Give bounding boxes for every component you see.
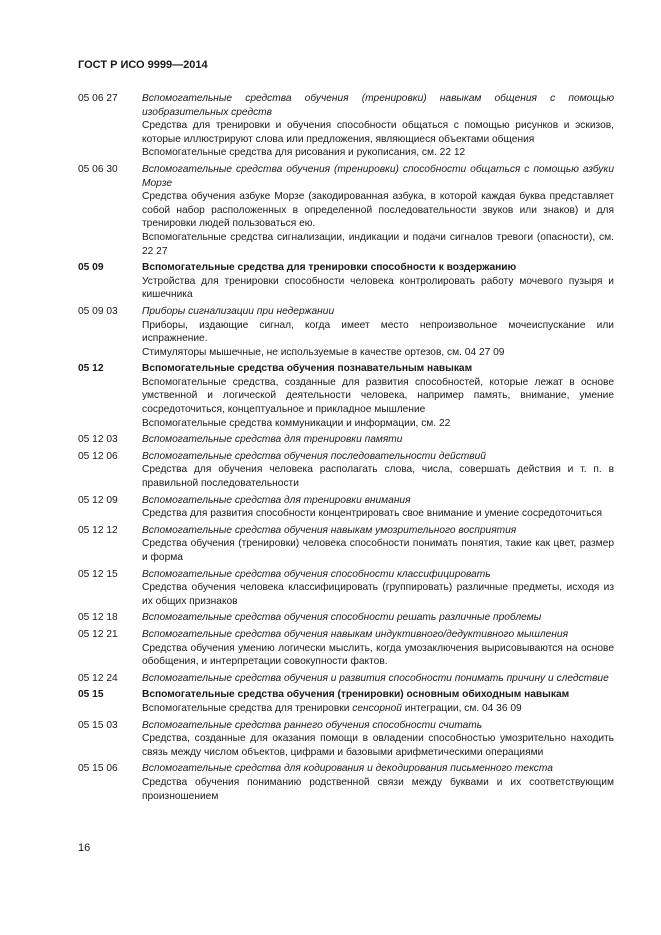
entry-code: 05 12 09 (78, 494, 118, 506)
entry-code: 05 12 15 (78, 568, 118, 580)
entry-title: Вспомогательные средства обучения способности классифицировать (142, 568, 491, 580)
entry-text: Средства обучения умению логически мыслить, когда умозаключения вырисовываются на основе обобщения, и интерпретации совокупности фактов. (142, 642, 614, 668)
entry-code: 05 06 30 (78, 163, 118, 175)
entry-text: Приборы, издающие сигнал, когда имеет место непроизвольное мочеиспускание или испражнение. (142, 319, 614, 345)
entry-05-15 (78, 688, 614, 715)
entry-text: Средства, созданные для оказания помощи в овладении способностью умозрительно находить связь между числом объектов, цифрами и базовыми арифметическими операциями (142, 733, 614, 758)
entry-reference: Вспомогательные средства для рисования и рукописания, см. 22 12 (142, 147, 466, 159)
entry-05-12-06 (78, 450, 614, 491)
entry-title: Вспомогательные средства обучения познавательным навыкам (142, 363, 473, 375)
entry-title: Вспомогательные средства обучения (тренировки) навыкам общения с помощью изобразительных средств (142, 93, 614, 118)
entry-05-15-03 (78, 719, 614, 760)
entry-05-12-18 (78, 611, 614, 625)
entry-title: Вспомогательные средства раннего обучения способности считать (142, 719, 483, 731)
entry-text: Средства для тренировки и обучения способности общаться с помощью рисунков и эскизов, которые иллюстрируют слова или предложения, являющиеся объектами общения (142, 120, 614, 145)
entry-text: Средства обучения азбуке Морзе (закодированная азбука, в которой каждая буква представляет собой набор расположенных в определенной последовательности звуков или знаков) и для тренировки людей пользоваться ею. (142, 191, 614, 230)
entry-title: Вспомогательные средства обучения (тренировки) основным обиходным навыкам (142, 689, 570, 701)
entry-reference: Вспомогательные средства сигнализации, индикации и подачи сигналов тревоги (опасности), см. 22 27 (142, 231, 614, 257)
entry-title: Вспомогательные средства для тренировки способности к воздержанию (142, 262, 517, 274)
entry-code: 05 12 21 (78, 628, 118, 640)
entry-title: Вспомогательные средства обучения навыкам индуктивного/дедуктивного мышления (142, 628, 569, 640)
page-number: 16 (78, 842, 91, 854)
entry-title: Вспомогательные средства для тренировки внимания (142, 494, 411, 506)
entry-reference: Стимуляторы мышечные, не используемые в качестве ортезов, см. 04 27 09 (142, 346, 505, 358)
entry-code: 05 12 24 (78, 672, 118, 684)
entry-reference: Вспомогательные средства коммуникации и информации, см. 22 (142, 417, 451, 429)
entry-05-12-24 (78, 672, 614, 686)
entry-code: 05 12 18 (78, 612, 118, 624)
document-header: ГОСТ Р ИСО 9999—2014 (78, 59, 208, 71)
entry-code: 05 15 (78, 689, 104, 701)
entry-code: 05 15 06 (78, 763, 118, 775)
entry-text: Средства обучения (тренировки) человека способности понимать понятия, такие как цвет, размер и форма (142, 538, 614, 563)
entry-05-12-09 (78, 494, 614, 521)
entry-title: Вспомогательные средства обучения способности решать различные проблемы (142, 612, 542, 624)
entry-text: Устройства для тренировки способности человека контролировать работу мочевого пузыря и кишечника (142, 275, 614, 301)
entry-title: Вспомогательные средства для тренировки памяти (142, 434, 403, 446)
entry-text: Средства обучения пониманию родственной связи между буквами и их соответствующим произношением (142, 776, 614, 802)
entry-text: Средства обучения человека классифицировать (группировать) различные предметы, исходя из их общих признаков (142, 582, 614, 607)
entry-text: Вспомогательные средства, созданные для развития способностей, которые лежат в основе умственной и логической деятельности человека, например память, внимание, умение сосредоточиться, концептуальное и прикладное мышление (142, 376, 614, 416)
entry-title: Вспомогательные средства для кодирования и декодирования письменного текста (142, 763, 553, 775)
entry-code: 05 12 (78, 363, 104, 375)
entry-title: Вспомогательные средства обучения и развития способности понимать причину и следствие (142, 672, 609, 684)
entry-reference: Вспомогательные средства для тренировки сенсорной интеграции, см. 04 36 09 (142, 702, 522, 714)
classification-list (78, 92, 614, 806)
entry-code: 05 09 03 (78, 305, 118, 317)
entry-05-12-21 (78, 628, 614, 669)
entry-05-12-15 (78, 568, 614, 609)
entry-05-15-06 (78, 762, 614, 803)
entry-05-12 (78, 362, 614, 430)
entry-05-06-30 (78, 163, 614, 258)
entry-title: Приборы сигнализации при недержании (142, 305, 335, 317)
entry-05-12-03 (78, 433, 614, 447)
entry-code: 05 12 12 (78, 524, 118, 536)
entry-text: Средства для развития способности концентрировать свое внимание и умение сосредоточиться (142, 508, 603, 520)
entry-title: Вспомогательные средства обучения последовательности действий (142, 450, 486, 462)
entry-title: Вспомогательные средства обучения (тренировки) способности общаться с помощью азбуки Морзе (142, 163, 614, 189)
entry-title: Вспомогательные средства обучения навыкам умозрительного восприятия (142, 524, 517, 536)
entry-text: Средства для обучения человека располагать слова, числа, совершать действия и т. п. в правильной последовательности (142, 464, 614, 490)
entry-05-09 (78, 261, 614, 302)
entry-05-06-27 (78, 92, 614, 160)
entry-code: 05 15 03 (78, 719, 118, 731)
entry-code: 05 12 03 (78, 434, 118, 446)
entry-code: 05 06 27 (78, 93, 118, 104)
entry-05-12-12 (78, 524, 614, 565)
entry-code: 05 12 06 (78, 450, 118, 462)
entry-code: 05 09 (78, 262, 104, 274)
entry-05-09-03 (78, 305, 614, 359)
